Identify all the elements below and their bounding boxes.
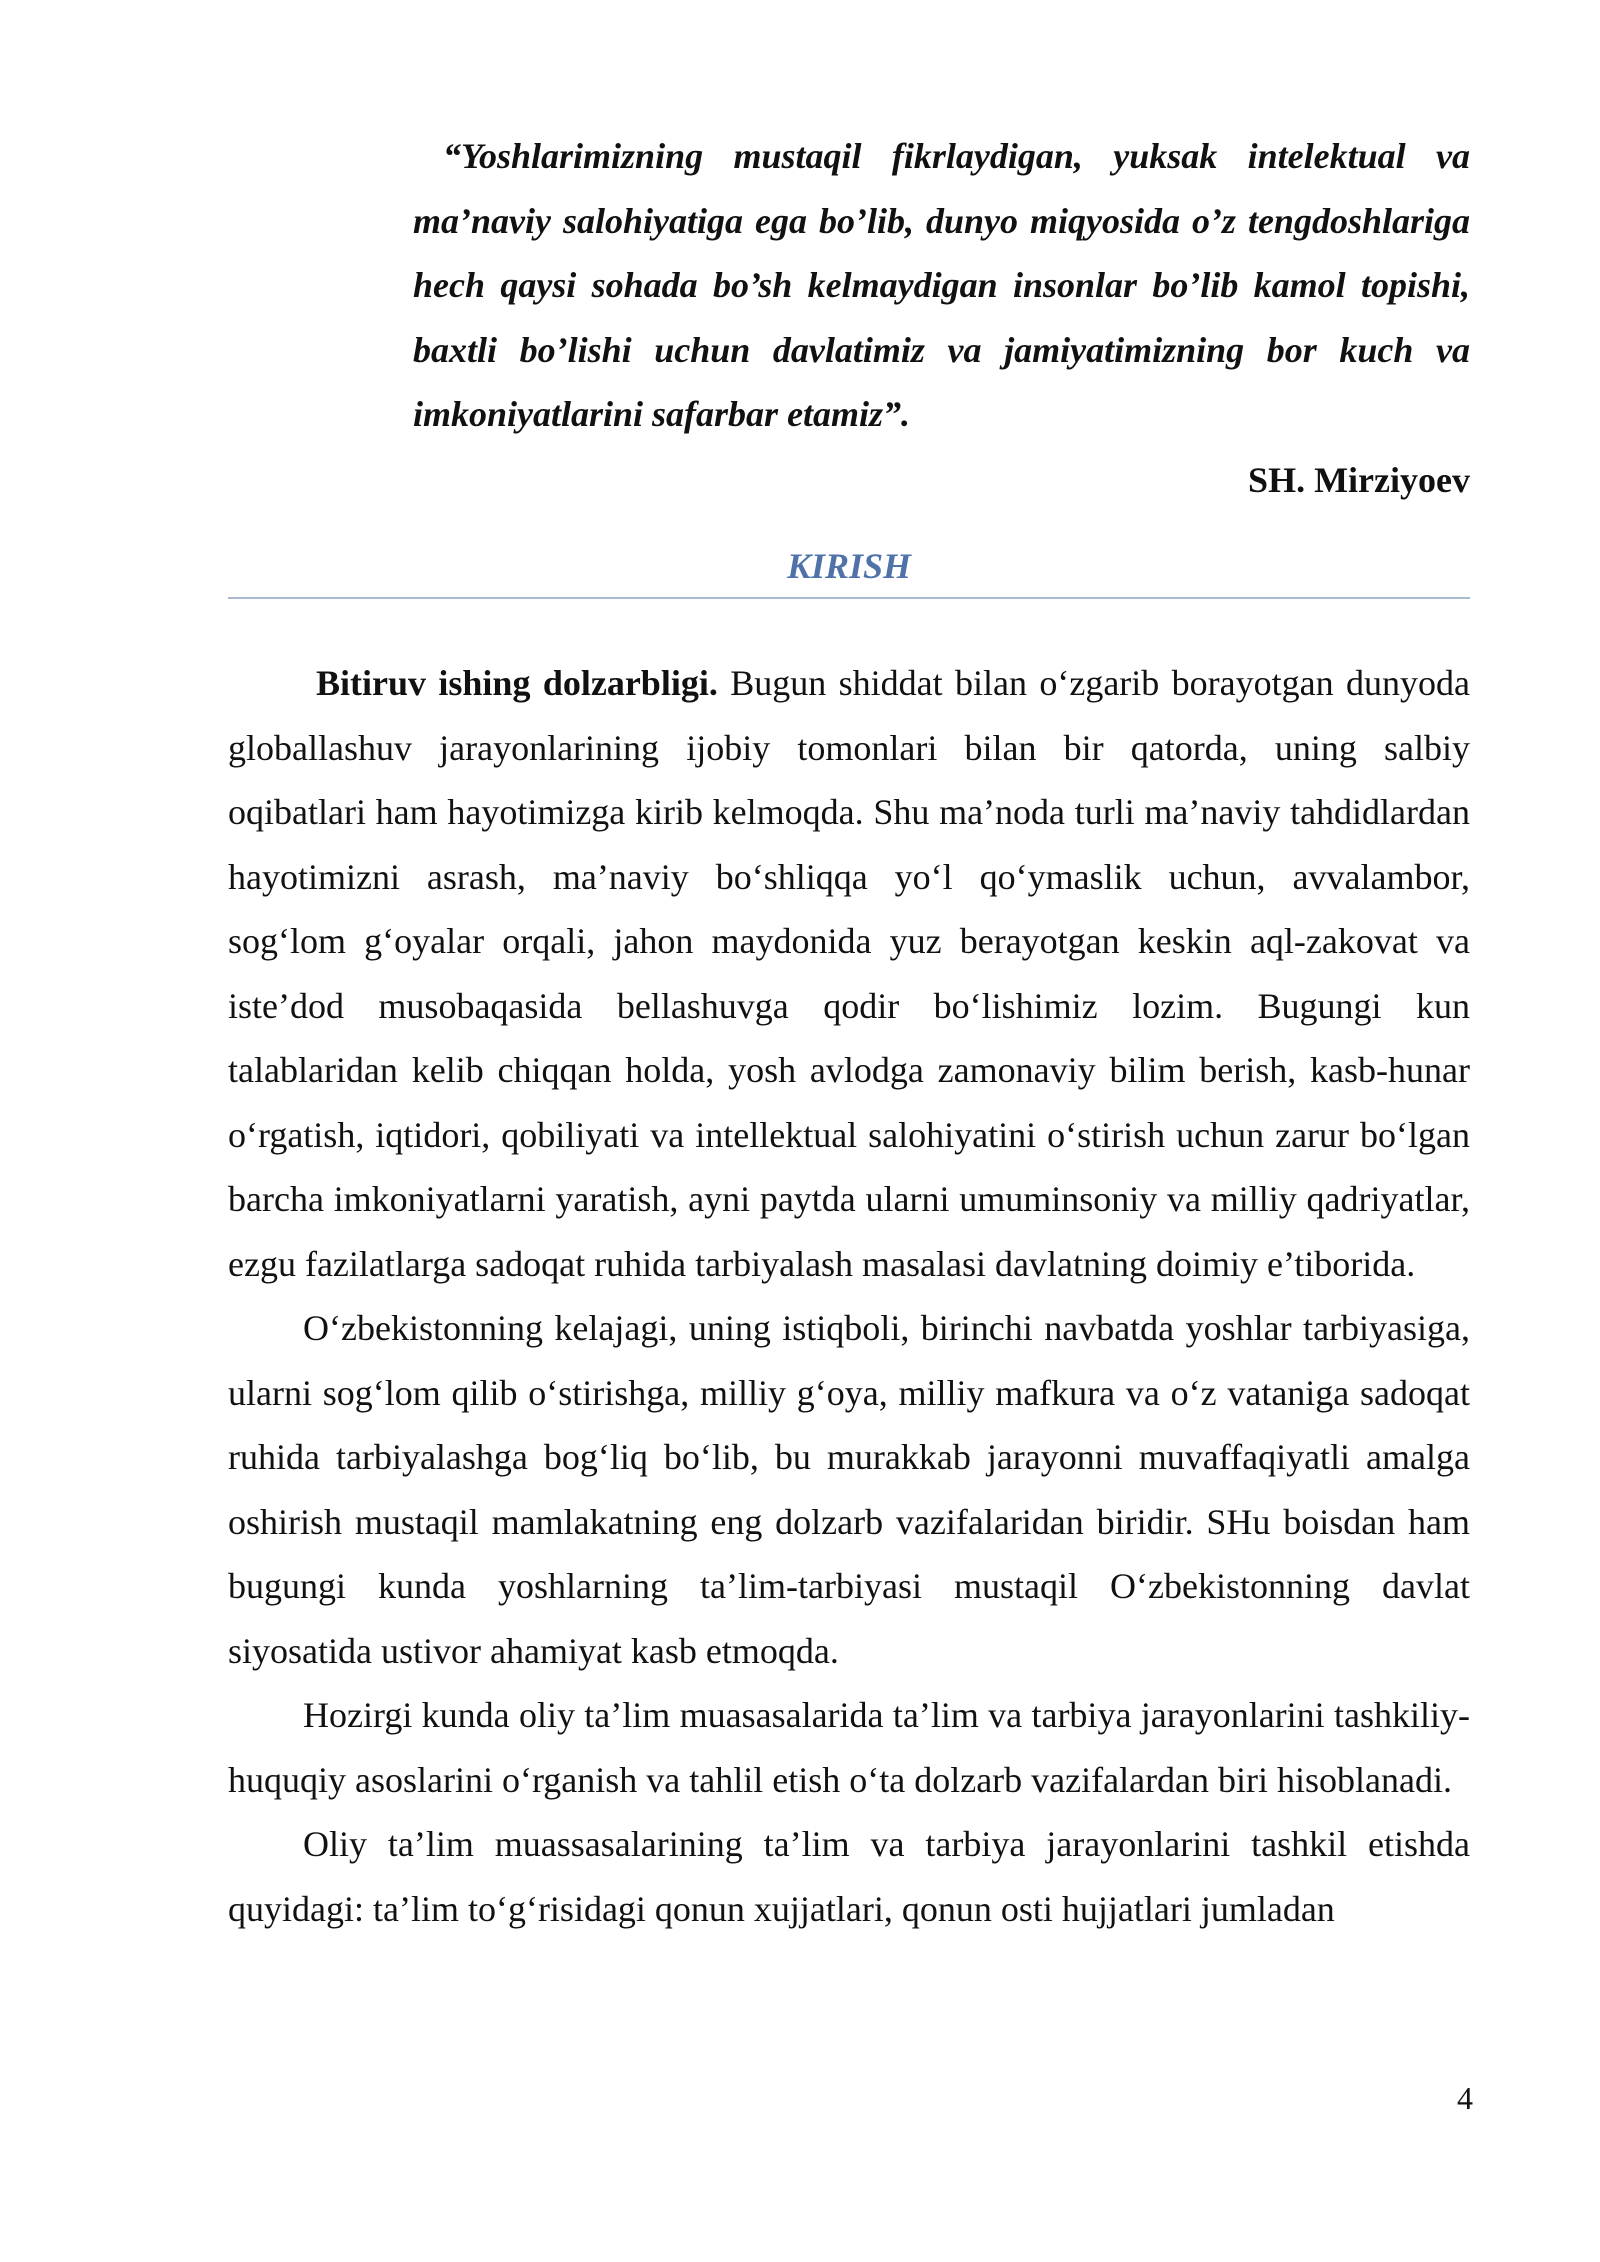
paragraph-1-lead: Bitiruv ishing dolzarbligi.: [316, 663, 718, 703]
section-title-underline: [228, 597, 1470, 599]
section-title: KIRISH: [786, 546, 912, 586]
paragraph-4: Oliy ta’lim muassasalarining ta’lim va tarbiya jarayonlarini tashkil etishda quyidagi: ta’lim to‘g‘risidagi qonun xujjatlari, qonun osti hujjatlari jumladan: [228, 1824, 1470, 1929]
paragraph-1: [228, 651, 1470, 1296]
epigraph-quote: “Yoshlarimizning mustaqil fikrlaydigan, yuksak intelektual va ma’naviy salohiyatiga ega bo’lib, dunyo miqyosida o’z tengdoshlariga hech qaysi sohada bo’sh kelmaydigan insonlar bo’lib kamol topishi, baxtli bo’lishi uchun davlatimiz va jamiyatimizning bor kuch va imkoniyatlarini safarbar etamiz”.: [413, 136, 1470, 434]
epigraph-author: SH. Mirziyoev: [1248, 460, 1470, 500]
paragraph-1-text: Bugun shiddat bilan o‘zgarib borayotgan dunyoda globallashuv jarayonlarining ijobiy tomonlari bilan bir qatorda, uning salbiy oqibatlari ham hayotimizga kirib kelmoqda. Shu ma’noda turli ma’naviy tahdidlardan hayotimizni asrash, ma’naviy bo‘shliqqa yo‘l qo‘ymaslik uchun, avvalambor, sog‘lom g‘oyalar orqali, jahon maydonida yuz berayotgan keskin aql-zakovat va iste’dod musobaqasida bellashuvga qodir bo‘lishimiz lozim. Bugungi kun talablaridan kelib chiqqan holda, yosh avlodga zamonaviy bilim berish, kasb-hunar o‘rgatish, iqtidori, qobiliyati va intellektual salohiyatini o‘stirish uchun zarur bo‘lgan barcha imkoniyatlarni yaratish, ayni paytda ularni umuminsoniy va milliy qadriyatlar, ezgu fazilatlarga sadoqat ruhida tarbiyalash masalasi davlatning doimiy e’tiborida.: [228, 663, 1470, 1284]
body-text: [228, 651, 1470, 1941]
paragraph-2: O‘zbekistonning kelajagi, uning istiqboli, birinchi navbatda yoshlar tarbiyasiga, ularni sog‘lom qilib o‘stirishga, milliy g‘oya, milliy mafkura va o‘z vataniga sadoqat ruhida tarbiyalashga bog‘liq bo‘lib, bu murakkab jarayonni muvaffaqiyatli amalga oshirish mustaqil mamlakatning eng dolzarb vazifalaridan biridir. SHu boisdan ham bugungi kunda yoshlarning ta’lim-tarbiyasi mustaqil O‘zbekistonning davlat siyosatida ustivor ahamiyat kasb etmoqda.: [228, 1308, 1470, 1671]
page-number: 4: [1457, 2080, 1473, 2116]
paragraph-3: Hozirgi kunda oliy ta’lim muasasalarida ta’lim va tarbiya jarayonlarini tashkiliy-huquqiy asoslarini o‘rganish va tahlil etish o‘ta dolzarb vazifalardan biri hisoblanadi.: [228, 1695, 1470, 1800]
